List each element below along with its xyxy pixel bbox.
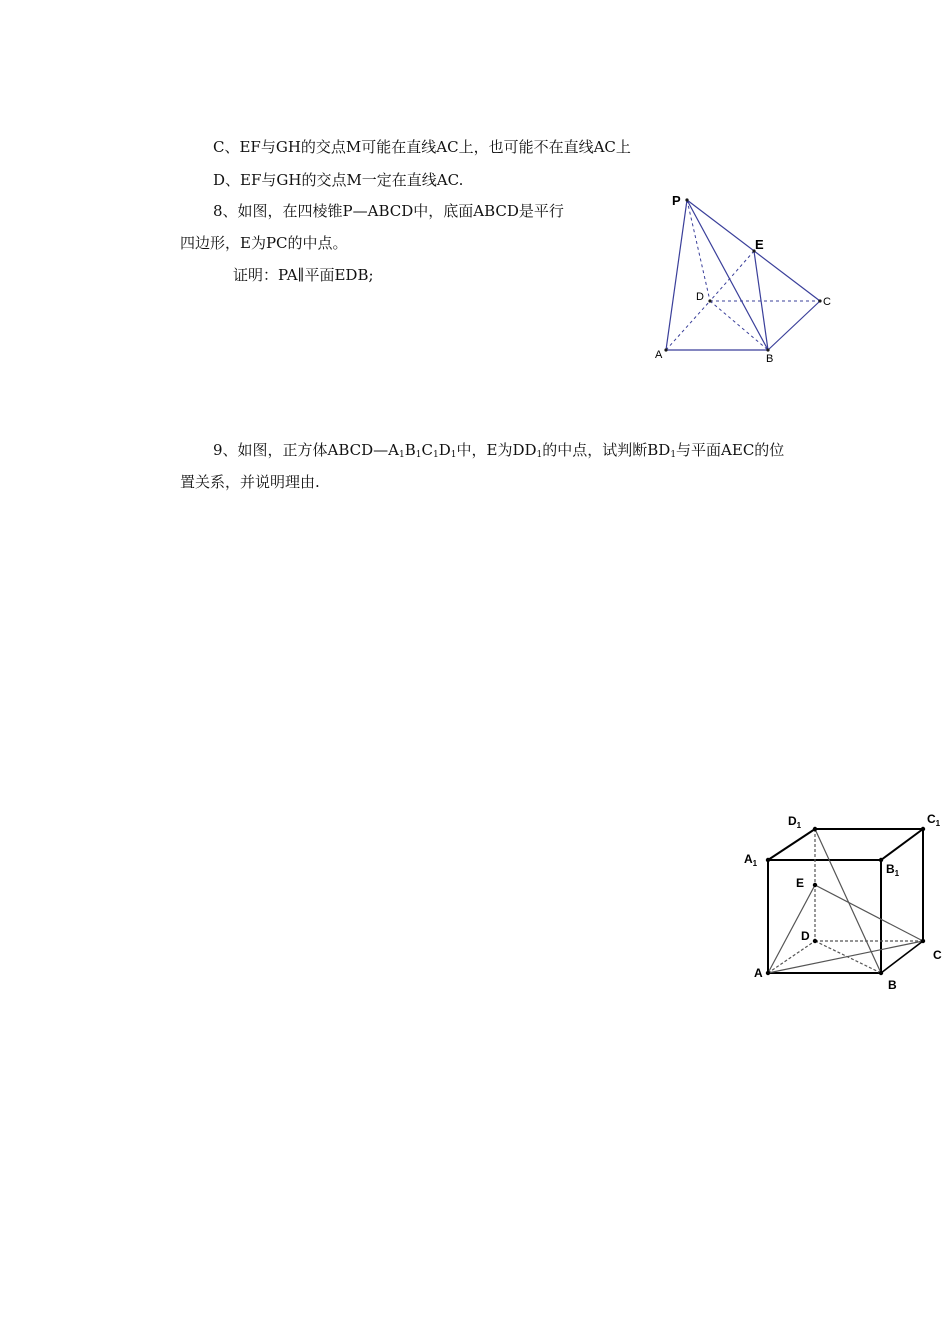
label-d: D xyxy=(801,929,810,943)
question-8-line-1 xyxy=(213,201,564,221)
option-c-text: C、EF与GH的交点M可能在直线AC上，也可能不在直线AC上 xyxy=(213,138,631,156)
question-9-text-2: 置关系，并说明理由. xyxy=(180,473,320,491)
cube-figure xyxy=(735,805,947,1000)
q9-sub-5: 1 xyxy=(536,450,543,460)
edge-a-c xyxy=(768,941,923,973)
q9-text-b: B xyxy=(404,441,416,459)
question-8-proof xyxy=(233,265,374,285)
label-d1: $D_1$ xyxy=(788,814,802,830)
q9-text-suffix: 与平面AEC的位 xyxy=(676,441,785,459)
edge-bc xyxy=(768,301,820,350)
option-c xyxy=(213,137,631,157)
label-p: P xyxy=(672,193,681,208)
label-a: A xyxy=(754,966,763,980)
q9-sub-6: 1 xyxy=(670,450,677,460)
label-a: A xyxy=(655,349,663,361)
label-b: B xyxy=(888,978,897,992)
question-8-proof-text: 证明：PA∥平面EDB; xyxy=(233,266,374,284)
cube-front-face xyxy=(768,860,881,973)
q9-sub-3: 1 xyxy=(433,450,439,460)
label-c1: $C_1$ xyxy=(927,812,941,828)
question-8-line-2 xyxy=(180,233,348,253)
option-d-text: D、EF与GH的交点M一定在直线AC. xyxy=(213,171,464,189)
label-e: E xyxy=(755,237,764,252)
label-e: E xyxy=(796,876,805,890)
question-8-text-2: 四边形，E为PC的中点。 xyxy=(180,234,348,252)
q9-text-a: 9、如图，正方体ABCD—A xyxy=(213,441,400,459)
label-c: C xyxy=(823,296,831,308)
edge-e-c xyxy=(815,885,923,941)
edge-ad xyxy=(666,301,710,350)
q9-sub-1: 1 xyxy=(399,450,405,460)
q9-text-mid2: 的中点，试判断BD xyxy=(542,441,671,459)
edge-pa xyxy=(666,200,687,350)
question-8-text-1: 8、如图，在四棱锥P—ABCD中，底面ABCD是平行 xyxy=(213,202,564,220)
q9-sub-4: 1 xyxy=(450,450,457,460)
label-c: C xyxy=(933,948,942,962)
label-d: D xyxy=(696,291,704,303)
edge-pb xyxy=(687,200,768,350)
edge-a1-d1 xyxy=(768,829,815,860)
edge-d-b xyxy=(815,941,881,973)
label-a1: $A_1$ xyxy=(744,852,758,868)
question-9-line-2 xyxy=(180,472,320,492)
q9-text-c: C xyxy=(421,441,433,459)
edge-db xyxy=(710,301,768,350)
q9-sub-2: 1 xyxy=(415,450,422,460)
label-b1: $B_1$ xyxy=(886,862,900,878)
pyramid-figure xyxy=(640,185,840,370)
edge-ed xyxy=(710,251,754,301)
edge-b1-c1 xyxy=(881,829,923,860)
q9-text-mid: 中，E为DD xyxy=(456,441,537,459)
question-9-line-1 xyxy=(213,440,784,465)
q9-text-d: D xyxy=(438,441,451,459)
label-b: B xyxy=(766,353,774,365)
option-d xyxy=(213,170,463,190)
